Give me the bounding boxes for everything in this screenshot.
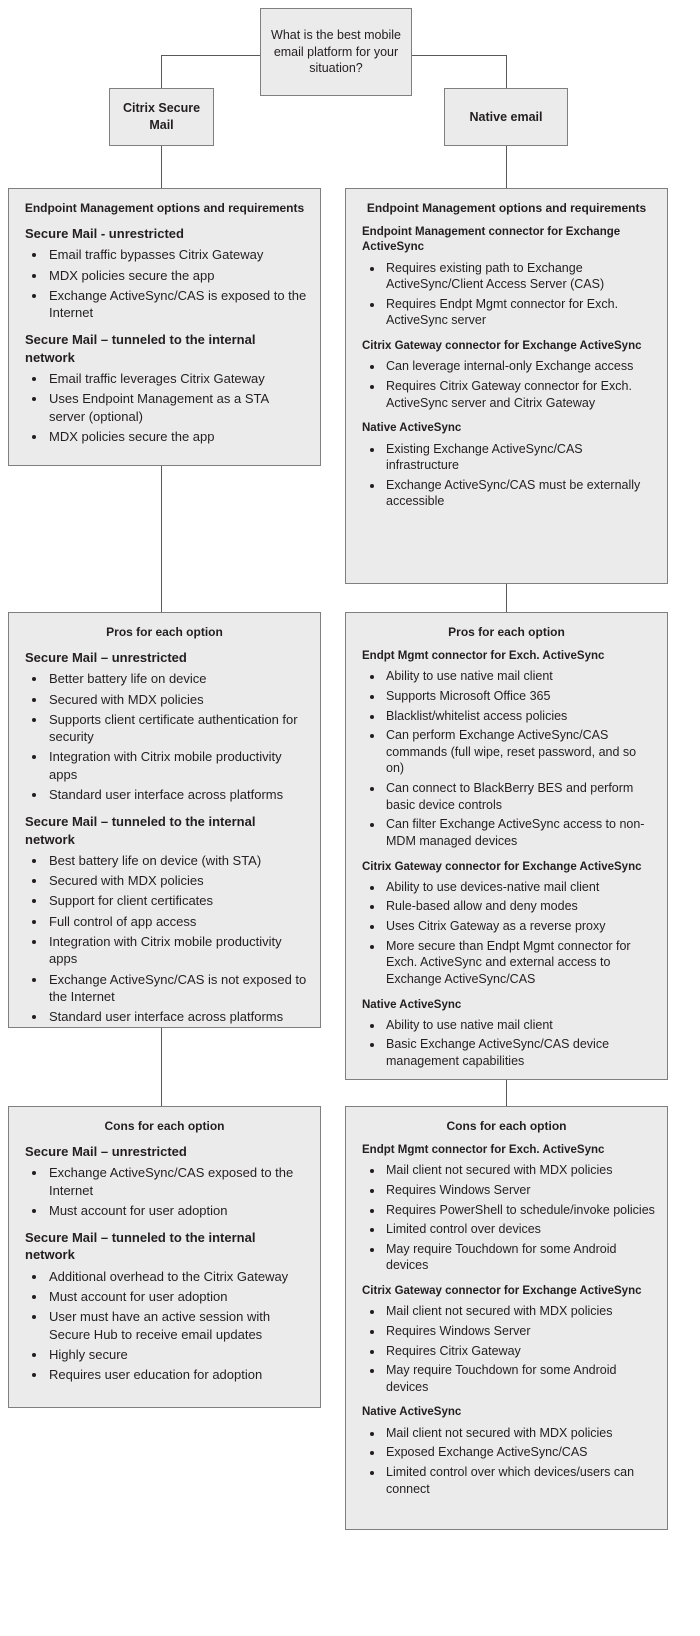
group-list	[21, 246, 308, 321]
list-item: • Exchange ActiveSync/CAS must be externally accessible	[384, 477, 655, 510]
panel-right-pros-title: Pros for each option	[448, 625, 565, 639]
list-item: • Additional overhead to the Citrix Gateway	[47, 1268, 308, 1285]
list-item: • Best battery life on device (with STA)	[47, 852, 308, 869]
connector-left-options-to-pros	[161, 466, 162, 612]
panel-left-pros-title: Pros for each option	[106, 625, 223, 639]
list-item: • Exposed Exchange ActiveSync/CAS	[384, 1444, 655, 1461]
list-item: • Highly secure	[47, 1346, 308, 1363]
list-item: • Exchange ActiveSync/CAS is exposed to the Internet	[47, 287, 308, 322]
connector-right-options-to-pros	[506, 584, 507, 612]
panel-right-cons-title: Cons for each option	[446, 1119, 567, 1133]
list-item: • Standard user interface across platforms	[47, 1008, 308, 1025]
list-item: • Limited control over devices	[384, 1221, 655, 1238]
list-item: • May require Touchdown for some Android devices	[384, 1241, 655, 1274]
node-branch-native-email-label: Native email	[469, 109, 543, 124]
list-item: • Existing Exchange ActiveSync/CAS infrastructure	[384, 441, 655, 474]
group-heading: Native ActiveSync	[362, 998, 462, 1011]
list-item: • Secured with MDX policies	[47, 872, 308, 889]
panel-left-cons	[8, 1106, 321, 1408]
list-item: • Ability to use devices-native mail client	[384, 879, 655, 896]
group-list	[358, 879, 655, 988]
list-item: • Email traffic leverages Citrix Gateway	[47, 370, 308, 387]
node-branch-secure-mail[interactable]	[109, 88, 214, 146]
list-item: • Requires Citrix Gateway connector for Exch. ActiveSync server and Citrix Gateway	[384, 378, 655, 411]
list-item: • Can leverage internal-only Exchange access	[384, 358, 655, 375]
list-item: • More secure than Endpt Mgmt connector for Exch. ActiveSync and external access to Exchange ActiveSync/CAS	[384, 938, 655, 988]
group-list	[21, 1268, 308, 1384]
node-branch-secure-mail-label: Citrix Secure Mail	[122, 101, 201, 132]
panel-left-options	[8, 188, 321, 466]
connector-left-branch-to-options	[161, 146, 162, 188]
list-item: • Requires Windows Server	[384, 1182, 655, 1199]
panel-left-cons-title: Cons for each option	[104, 1119, 225, 1133]
group-heading: Endpt Mgmt connector for Exch. ActiveSync	[362, 1144, 605, 1156]
list-item: • Requires existing path to Exchange ActiveSync/Client Access Server (CAS)	[384, 260, 655, 293]
list-item: • Uses Endpoint Management as a STA server (optional)	[47, 390, 308, 425]
list-item: • Mail client not secured with MDX policies	[384, 1303, 655, 1320]
panel-left-cons-body	[21, 1143, 308, 1383]
list-item: • Can filter Exchange ActiveSync access to non-MDM managed devices	[384, 816, 655, 849]
list-item: • Requires Endpt Mgmt connector for Exch. ActiveSync server	[384, 296, 655, 329]
group-list	[358, 441, 655, 511]
list-item: • Ability to use native mail client	[384, 1017, 655, 1034]
list-item: • Basic Exchange ActiveSync/CAS device management capabilities	[384, 1036, 655, 1069]
list-item: • Standard user interface across platforms	[47, 786, 308, 803]
connector-right-branch-to-options	[506, 146, 507, 188]
list-item: • Can connect to BlackBerry BES and perform basic device controls	[384, 780, 655, 813]
list-item: • Email traffic bypasses Citrix Gateway	[47, 246, 308, 263]
list-item: • Mail client not secured with MDX policies	[384, 1425, 655, 1442]
group-list	[21, 370, 308, 445]
list-item: • Supports Microsoft Office 365	[384, 688, 655, 705]
list-item: • Ability to use native mail client	[384, 668, 655, 685]
list-item: • Limited control over which devices/users can connect	[384, 1464, 655, 1497]
group-list	[358, 358, 655, 411]
panel-right-pros	[345, 612, 668, 1080]
group-heading: Native ActiveSync	[362, 1406, 462, 1419]
list-item: • MDX policies secure the app	[47, 267, 308, 284]
group-heading: Endpoint Management connector for Exchange ActiveSync	[362, 226, 621, 254]
panel-right-options-body	[358, 225, 655, 510]
list-item: • Better battery life on device	[47, 670, 308, 687]
node-branch-native-email[interactable]	[444, 88, 568, 146]
list-item: • May require Touchdown for some Android devices	[384, 1362, 655, 1395]
panel-right-cons-body	[358, 1143, 655, 1497]
group-list	[358, 260, 655, 330]
list-item: • Can perform Exchange ActiveSync/CAS commands (full wipe, reset password, and so on)	[384, 727, 655, 777]
group-list	[358, 668, 655, 849]
group-list	[21, 670, 308, 803]
group-heading: Endpt Mgmt connector for Exch. ActiveSync	[362, 650, 605, 662]
list-item: • Exchange ActiveSync/CAS exposed to the Internet	[47, 1164, 308, 1199]
node-root-question[interactable]	[260, 8, 412, 96]
group-heading: Secure Mail – unrestricted	[25, 650, 187, 665]
list-item: • Requires user education for adoption	[47, 1366, 308, 1383]
group-list	[21, 852, 308, 1026]
group-list	[358, 1303, 655, 1395]
list-item: • Must account for user adoption	[47, 1288, 308, 1305]
panel-left-pros	[8, 612, 321, 1028]
group-list	[358, 1425, 655, 1498]
group-heading: Citrix Gateway connector for Exchange ActiveSync	[362, 860, 642, 873]
connector-right-pros-to-cons	[506, 1080, 507, 1106]
panel-right-cons	[345, 1106, 668, 1530]
group-heading: Secure Mail – tunneled to the internal network	[25, 814, 256, 847]
list-item: • Must account for user adoption	[47, 1202, 308, 1219]
list-item: • Mail client not secured with MDX policies	[384, 1162, 655, 1179]
connector-root-to-right-branch	[506, 55, 507, 88]
panel-right-options	[345, 188, 668, 584]
group-heading: Citrix Gateway connector for Exchange ActiveSync	[362, 1285, 642, 1298]
group-heading: Secure Mail – unrestricted	[25, 1144, 187, 1159]
list-item: • Support for client certificates	[47, 892, 308, 909]
list-item: • Requires Windows Server	[384, 1323, 655, 1340]
list-item: • Full control of app access	[47, 913, 308, 930]
list-item: • Secured with MDX policies	[47, 691, 308, 708]
group-heading: Secure Mail – tunneled to the internal network	[25, 332, 256, 365]
node-root-label: What is the best mobile email platform for your situation?	[271, 27, 401, 76]
list-item: • Supports client certificate authentication for security	[47, 711, 308, 746]
group-heading: Secure Mail – tunneled to the internal network	[25, 1230, 256, 1263]
list-item: • Exchange ActiveSync/CAS is not exposed to the Internet	[47, 971, 308, 1006]
list-item: • Integration with Citrix mobile productivity apps	[47, 933, 308, 968]
list-item: • Integration with Citrix mobile productivity apps	[47, 748, 308, 783]
group-heading: Citrix Gateway connector for Exchange ActiveSync	[362, 340, 642, 353]
panel-right-pros-body	[358, 649, 655, 1070]
list-item: • User must have an active session with Secure Hub to receive email updates	[47, 1308, 308, 1343]
group-heading: Native ActiveSync	[362, 422, 462, 435]
list-item: • MDX policies secure the app	[47, 428, 308, 445]
list-item: • Requires Citrix Gateway	[384, 1343, 655, 1360]
connector-left-pros-to-cons	[161, 1028, 162, 1106]
group-heading: Secure Mail - unrestricted	[25, 226, 184, 241]
group-list	[358, 1162, 655, 1274]
list-item: • Uses Citrix Gateway as a reverse proxy	[384, 918, 655, 935]
list-item: • Requires PowerShell to schedule/invoke policies	[384, 1202, 655, 1219]
panel-left-options-title: Endpoint Management options and requirements	[24, 201, 305, 215]
list-item: • Blacklist/whitelist access policies	[384, 708, 655, 725]
connector-root-to-left-branch	[161, 55, 162, 88]
panel-right-options-title: Endpoint Management options and requirements	[366, 201, 647, 215]
group-list	[21, 1164, 308, 1219]
group-list	[358, 1017, 655, 1070]
panel-left-options-body	[21, 225, 308, 445]
panel-left-pros-body	[21, 649, 308, 1025]
list-item: • Rule-based allow and deny modes	[384, 898, 655, 915]
